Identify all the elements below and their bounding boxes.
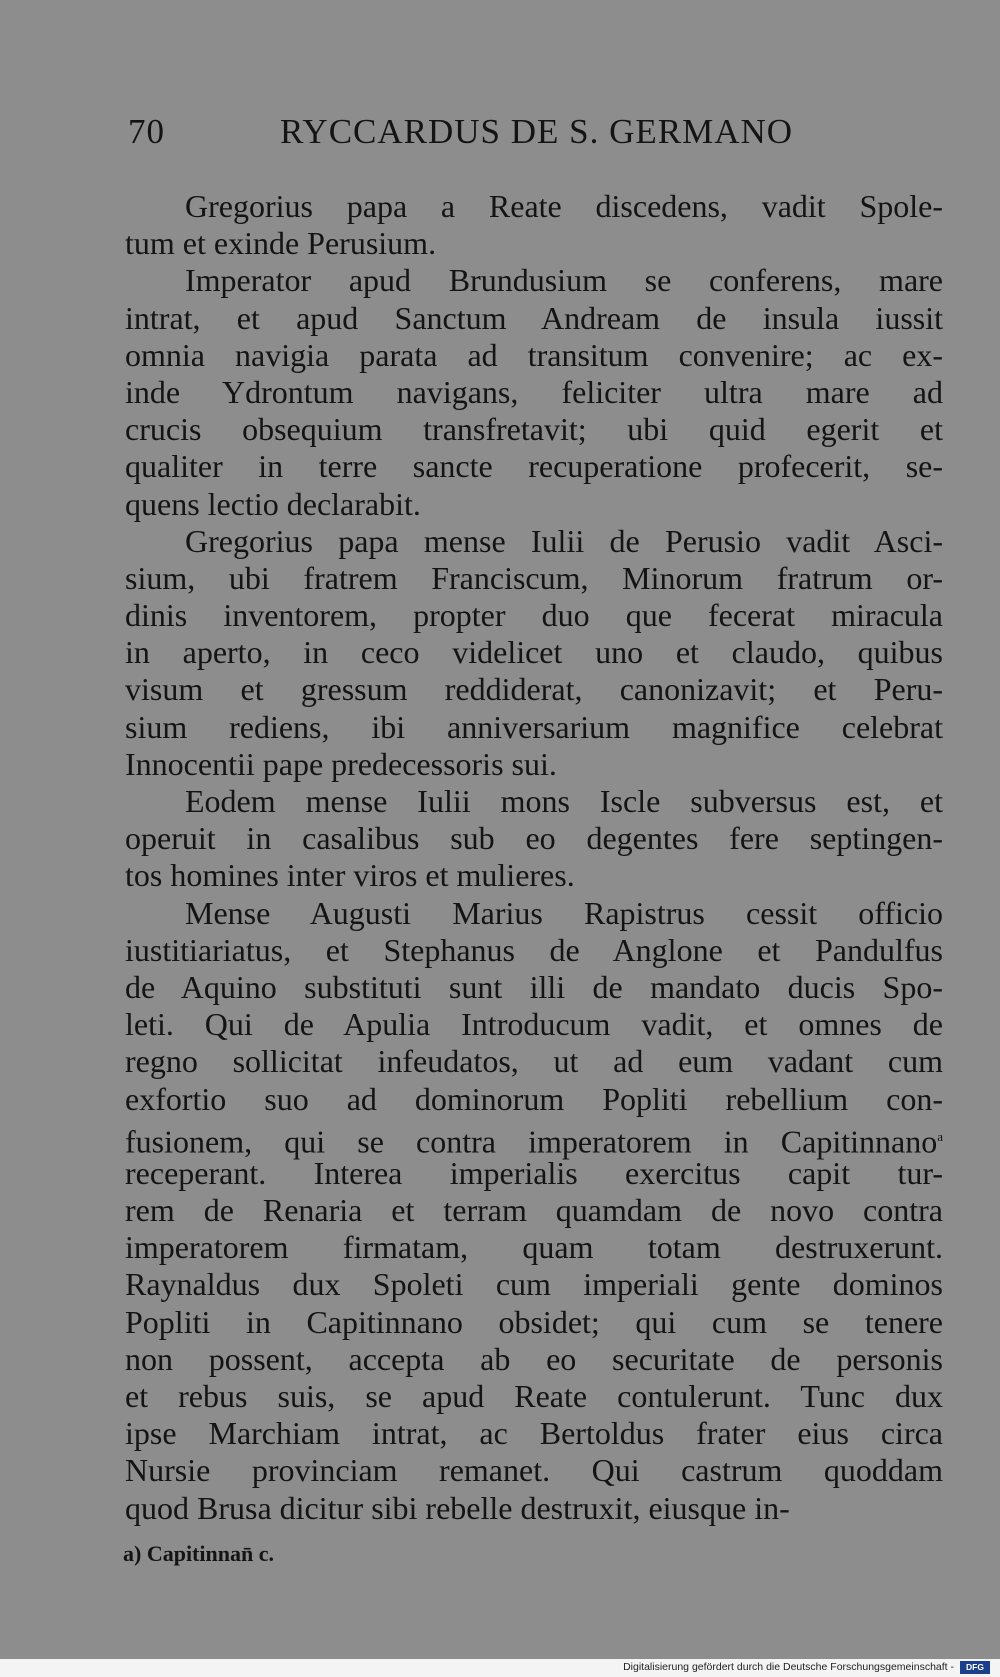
text-line-content: visum et gressum reddiderat, canonizavit; et Peru- [125, 671, 943, 708]
text-line [125, 262, 943, 299]
text-line [125, 1155, 943, 1192]
text-line [125, 486, 943, 523]
text-line-content: iustitiariatus, et Stephanus de Anglone et Pandulfus [125, 931, 943, 968]
paragraph [125, 188, 943, 262]
text-line [125, 671, 943, 708]
text-line-content: Innocentii pape predecessoris sui. [125, 745, 557, 782]
text-line [125, 374, 943, 411]
digitization-footer [0, 1659, 1000, 1677]
text-line-content: Gregorius papa a Reate discedens, vadit Spole- [185, 188, 943, 224]
text-line [125, 1192, 943, 1229]
text-line [125, 783, 943, 820]
text-line [125, 1043, 943, 1080]
text-line-content: fusionem, qui se contra imperatorem in Capitinnano [125, 1123, 938, 1160]
text-line-content: ipse Marchiam intrat, ac Bertoldus frater eius circa [125, 1415, 943, 1452]
text-line [125, 225, 943, 262]
text-line [125, 188, 943, 225]
text-line-content: Nursie provinciam remanet. Qui castrum quoddam [125, 1452, 943, 1489]
text-line-content: sium, ubi fratrem Franciscum, Minorum fratrum or- [125, 559, 943, 596]
text-line-content: exfortio suo ad dominorum Popliti rebellium con- [125, 1080, 943, 1117]
text-line [125, 932, 943, 969]
text-line [125, 746, 943, 783]
text-line-content: operuit in casalibus sub eo degentes fere septingen- [125, 820, 943, 857]
text-line [125, 1304, 943, 1341]
footnote-marker: a [937, 1128, 943, 1144]
text-line-content: Imperator apud Brundusium se conferens, mare [185, 262, 943, 299]
text-line-content: dinis inventorem, propter duo que fecerat miracula [125, 597, 943, 634]
text-line-content: Popliti in Capitinnano obsidet; qui cum se tenere [125, 1303, 943, 1340]
text-line-content: imperatorem firmatam, quam totam destruxerunt. [125, 1229, 943, 1266]
text-line [125, 448, 943, 485]
text-line [125, 560, 943, 597]
text-line-content: tum et exinde Perusium. [125, 225, 437, 262]
text-line [125, 1081, 943, 1118]
text-line [125, 597, 943, 634]
running-title: RYCCARDUS DE S. GERMANO [280, 112, 794, 151]
text-line [125, 523, 943, 560]
footer-credit: Digitalisierung gefördert durch die Deutsche Forschungsgemeinschaft - [623, 1661, 954, 1673]
text-line-content: Mense Augusti Marius Rapistrus cessit officio [185, 894, 943, 931]
paragraph [125, 523, 943, 783]
page-header [128, 112, 808, 156]
text-line [125, 1266, 943, 1303]
text-line [125, 1006, 943, 1043]
text-line-content: rem de Renaria et terram quamdam de novo contra [125, 1192, 943, 1229]
text-line [125, 895, 943, 932]
text-line-content: receperant. Interea imperialis exercitus capit tur- [125, 1154, 943, 1191]
text-line [125, 1118, 943, 1160]
text-line-content: crucis obsequium transfretavit; ubi quid egerit et [125, 411, 943, 448]
paragraph [125, 783, 943, 895]
paragraph [125, 262, 943, 522]
text-line [125, 857, 943, 894]
text-line-content: tos homines inter viros et mulieres. [125, 857, 575, 894]
text-line-content: et rebus suis, se apud Reate contulerunt. Tunc dux [125, 1378, 943, 1414]
text-line [125, 1452, 943, 1489]
dfg-logo: DFG [960, 1661, 990, 1674]
text-line [125, 1341, 943, 1378]
text-line-content: quod Brusa dicitur sibi rebelle destruxit, eiusque in- [125, 1489, 790, 1526]
footnote: a) Capitinnan̄ c. [123, 1541, 274, 1566]
text-line-content: in aperto, in ceco videlicet uno et claudo, quibus [125, 634, 943, 671]
text-line [125, 820, 943, 857]
text-line-content: qualiter in terre sancte recuperatione profecerit, se- [125, 448, 943, 485]
text-line [125, 709, 943, 746]
text-line [125, 411, 943, 448]
text-line-content: quens lectio declarabit. [125, 485, 421, 522]
text-line-content: regno sollicitat infeudatos, ut ad eum vadant cum [125, 1043, 943, 1080]
text-line [125, 1415, 943, 1452]
text-line-content: intrat, et apud Sanctum Andream de insula iussit [125, 299, 943, 336]
text-line [125, 1229, 943, 1266]
paragraph [125, 895, 943, 1527]
text-line [125, 634, 943, 671]
text-line [125, 300, 943, 337]
text-line-content: sium rediens, ibi anniversarium magnifice celebrat [125, 708, 943, 745]
text-line-content: de Aquino substituti sunt illi de mandato ducis Spo- [125, 968, 943, 1005]
text-line [125, 1378, 943, 1415]
text-line-content: Raynaldus dux Spoleti cum imperiali gente dominos [125, 1266, 943, 1303]
body-text [125, 188, 943, 1527]
text-line-content: Eodem mense Iulii mons Iscle subversus est, et [185, 783, 943, 819]
text-line [125, 969, 943, 1006]
text-line-content: non possent, accepta ab eo securitate de personis [125, 1340, 943, 1377]
page-number: 70 [128, 112, 165, 151]
text-line [125, 337, 943, 374]
text-line-content: inde Ydrontum navigans, feliciter ultra mare ad [125, 373, 943, 410]
text-line-content: omnia navigia parata ad transitum convenire; ac ex- [125, 336, 943, 373]
text-line [125, 1490, 943, 1527]
text-line-content: leti. Qui de Apulia Introducum vadit, et omnes de [125, 1006, 943, 1043]
text-line-content: Gregorius papa mense Iulii de Perusio vadit Asci- [185, 522, 943, 559]
